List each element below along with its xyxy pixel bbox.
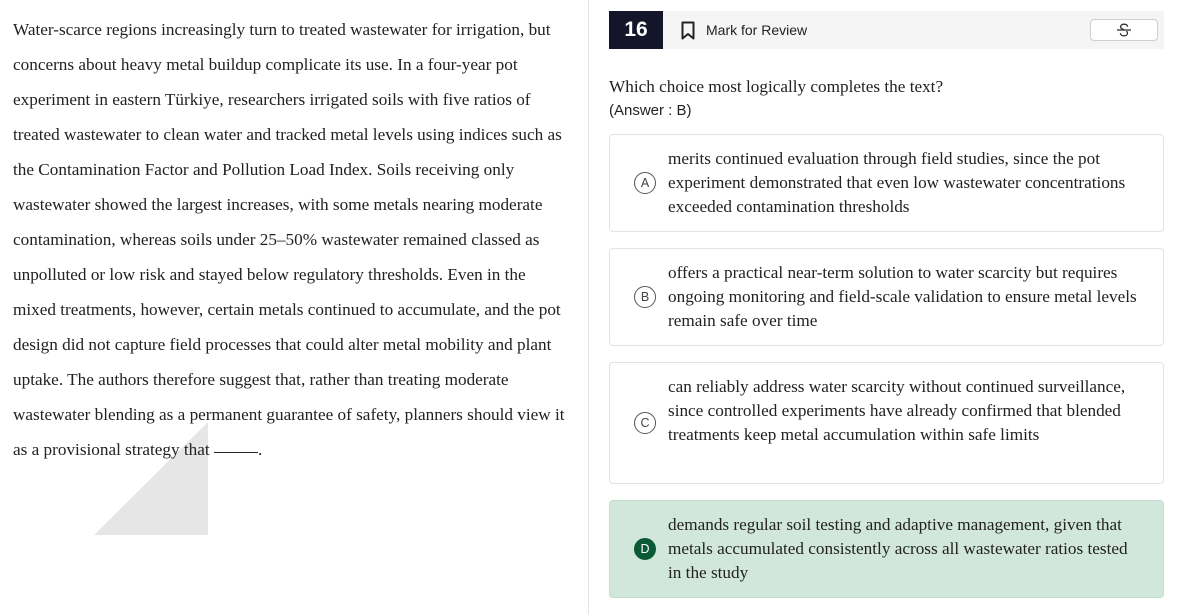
mark-for-review-button[interactable] bbox=[681, 11, 807, 49]
choice-a[interactable] bbox=[609, 134, 1164, 232]
question-prompt: Which choice most logically completes the text? bbox=[609, 77, 944, 96]
passage-ending: . bbox=[257, 440, 263, 459]
passage-text bbox=[13, 12, 566, 467]
strikethrough-toggle-button[interactable] bbox=[1090, 19, 1158, 41]
answer-blank bbox=[214, 451, 258, 453]
question-header bbox=[609, 11, 1164, 49]
answer-note: (Answer : B) bbox=[609, 102, 692, 119]
choice-c-letter: C bbox=[634, 412, 656, 434]
choice-c-text: can reliably address water scarcity without continued surveillance, since controlled experiments have already confirmed that blended treatments keep metal accumulation within safe limits bbox=[668, 377, 1126, 444]
choice-d-letter: D bbox=[634, 538, 656, 560]
pane-divider bbox=[588, 0, 589, 614]
strikethrough-icon bbox=[1116, 23, 1132, 37]
passage-body: Water-scarce regions increasingly turn to treated wastewater for irrigation, but concerns about heavy metal buildup complicate its use. In a four-year pot experiment in eastern Türkiye, researchers irrigated soils with five ratios of treated wastewater to clean water and tracked metal levels using indices such as the Contamination Factor and Pollution Load Index. Soils receiving only wastewater showed the largest increases, with some metals nearing moderate contamination, whereas soils under 25–50% wastewater remained classed as unpolluted or low risk and stayed below regulatory thresholds. Even in the mixed treatments, however, certain metals continued to accumulate, and the pot design did not capture field processes that could alter metal mobility and plant uptake. The authors therefore suggest that, rather than treating moderate wastewater blending as a permanent guarantee of safety, planners should view it as a provisional strategy that bbox=[13, 20, 565, 459]
mark-for-review-label: Mark for Review bbox=[706, 22, 808, 38]
question-number: 16 bbox=[609, 11, 663, 49]
passage-pane bbox=[0, 0, 588, 614]
question-pane bbox=[609, 0, 1164, 614]
choice-b[interactable] bbox=[609, 248, 1164, 346]
choice-d-text: demands regular soil testing and adaptive management, given that metals accumulated consistently across all wastewater ratios tested in the study bbox=[668, 515, 1128, 582]
choice-a-text: merits continued evaluation through field studies, since the pot experiment demonstrated that even low wastewater concentrations exceeded contamination thresholds bbox=[668, 149, 1126, 216]
choice-c[interactable] bbox=[609, 362, 1164, 484]
choice-a-letter: A bbox=[634, 172, 656, 194]
choice-d[interactable] bbox=[609, 500, 1164, 598]
choice-b-letter: B bbox=[634, 286, 656, 308]
bookmark-icon bbox=[681, 21, 695, 40]
choice-b-text: offers a practical near-term solution to water scarcity but requires ongoing monitoring and field-scale validation to ensure metal levels remain safe over time bbox=[668, 263, 1137, 330]
